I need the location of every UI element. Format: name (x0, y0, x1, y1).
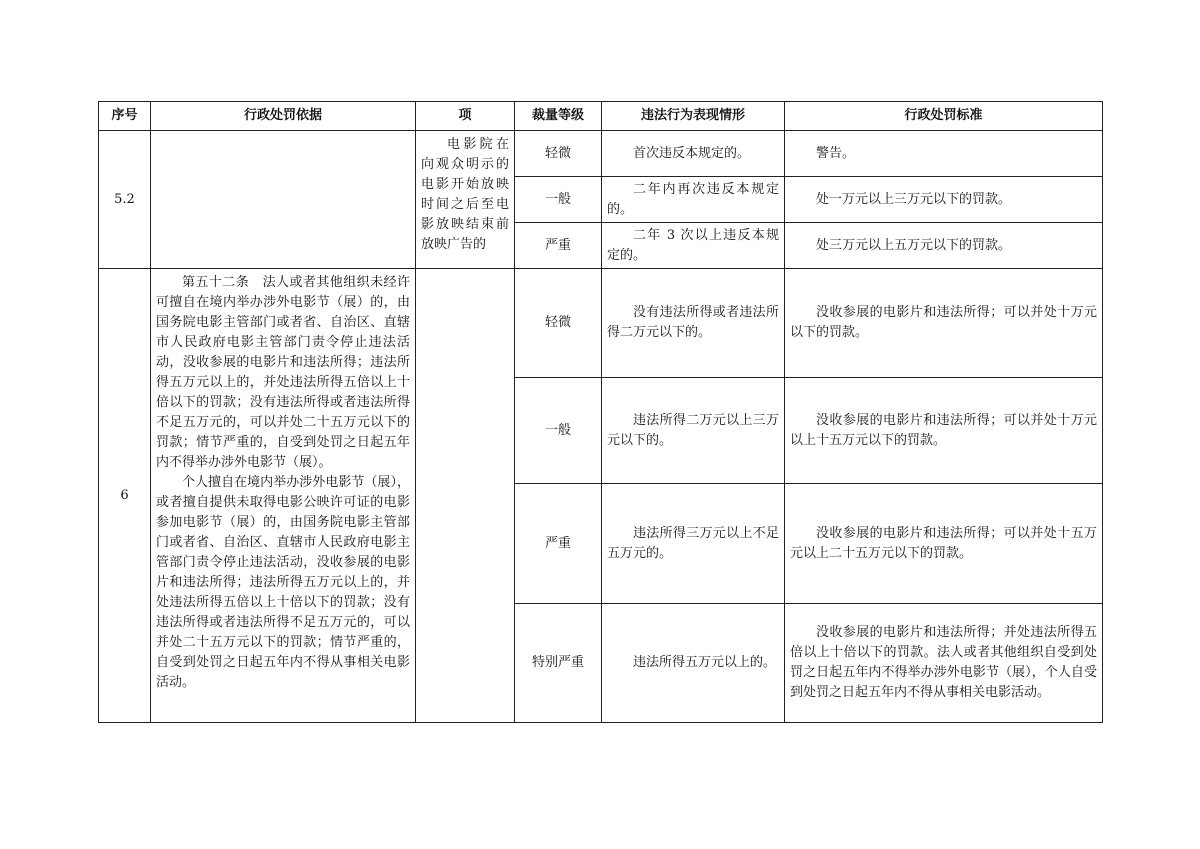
situation-cell: 没有违法所得或者违法所得二万元以下的。 (602, 269, 785, 378)
basis-paragraph-1: 第五十二条 法人或者其他组织未经许可擅自在境内举办涉外电影节（展）的，由国务院电影主管部门或者省、自治区、直辖市人民政府电影主管部门责令停止违法活动，没收参展的电影片和违法所得；违法所得五万元以上的，并处违法所得五倍以上十倍以下的罚款；没有违法所得或者违法所得不足五万元的，可以并处二十五万元以下的罚款；情节严重的，自受到处罚之日起五年内不得举办涉外电影节（展）。 (156, 275, 410, 470)
level-cell: 一般 (515, 378, 602, 484)
basis-paragraph-2: 个人擅自在境内举办涉外电影节（展），或者擅自提供未取得电影公映许可证的电影参加电影节（展）的，由国务院电影主管部门或者省、自治区、直辖市人民政府电影主管部门责令停止违法活动，没收参展的电影片和违法所得；违法所得五万元以上的，并处违法所得五倍以上十倍以下的罚款；没有违法所得或者违法所得不足五万元的，可以并处二十五万元以下的罚款；情节严重的，自受到处罚之日起五年内不得从事相关电影活动。 (156, 475, 410, 690)
standard-cell: 处三万元以上五万元以下的罚款。 (785, 223, 1103, 269)
table-row (99, 269, 1103, 378)
situation-cell: 二年内再次违反本规定的。 (602, 177, 785, 223)
situation-cell: 违法所得二万元以上三万元以下的。 (602, 378, 785, 484)
seq-cell: 6 (99, 269, 151, 723)
table-row (99, 131, 1103, 177)
header-situation: 违法行为表现情形 (602, 102, 785, 131)
level-cell: 特别严重 (515, 604, 602, 723)
situation-cell: 违法所得五万元以上的。 (602, 604, 785, 723)
header-basis: 行政处罚依据 (151, 102, 416, 131)
header-seq: 序号 (99, 102, 151, 131)
situation-cell: 二年 3 次以上违反本规定的。 (602, 223, 785, 269)
header-level: 裁量等级 (515, 102, 602, 131)
level-cell: 轻微 (515, 269, 602, 378)
standard-cell: 处一万元以上三万元以下的罚款。 (785, 177, 1103, 223)
level-cell: 一般 (515, 177, 602, 223)
basis-cell (151, 131, 416, 269)
item-cell: 电影院在向观众明示的电影开始放映时间之后至电影放映结束前放映广告的 (416, 131, 515, 269)
header-item: 项 (416, 102, 515, 131)
level-cell: 严重 (515, 223, 602, 269)
penalty-table (98, 101, 1103, 723)
header-standard: 行政处罚标准 (785, 102, 1103, 131)
standard-cell: 没收参展的电影片和违法所得；可以并处十五万元以上二十五万元以下的罚款。 (785, 484, 1103, 604)
standard-cell: 没收参展的电影片和违法所得；可以并处十万元以下的罚款。 (785, 269, 1103, 378)
standard-cell: 没收参展的电影片和违法所得；并处违法所得五倍以上十倍以下的罚款。法人或者其他组织自受到处罚之日起五年内不得举办涉外电影节（展），个人自受到处罚之日起五年内不得从事相关电影活动。 (785, 604, 1103, 723)
basis-cell (151, 269, 416, 723)
situation-cell: 违法所得三万元以上不足五万元的。 (602, 484, 785, 604)
seq-cell: 5.2 (99, 131, 151, 269)
level-cell: 严重 (515, 484, 602, 604)
level-cell: 轻微 (515, 131, 602, 177)
standard-cell: 没收参展的电影片和违法所得；可以并处十万元以上十五万元以下的罚款。 (785, 378, 1103, 484)
situation-cell: 首次违反本规定的。 (602, 131, 785, 177)
item-cell (416, 269, 515, 723)
standard-cell: 警告。 (785, 131, 1103, 177)
header-row (99, 102, 1103, 131)
